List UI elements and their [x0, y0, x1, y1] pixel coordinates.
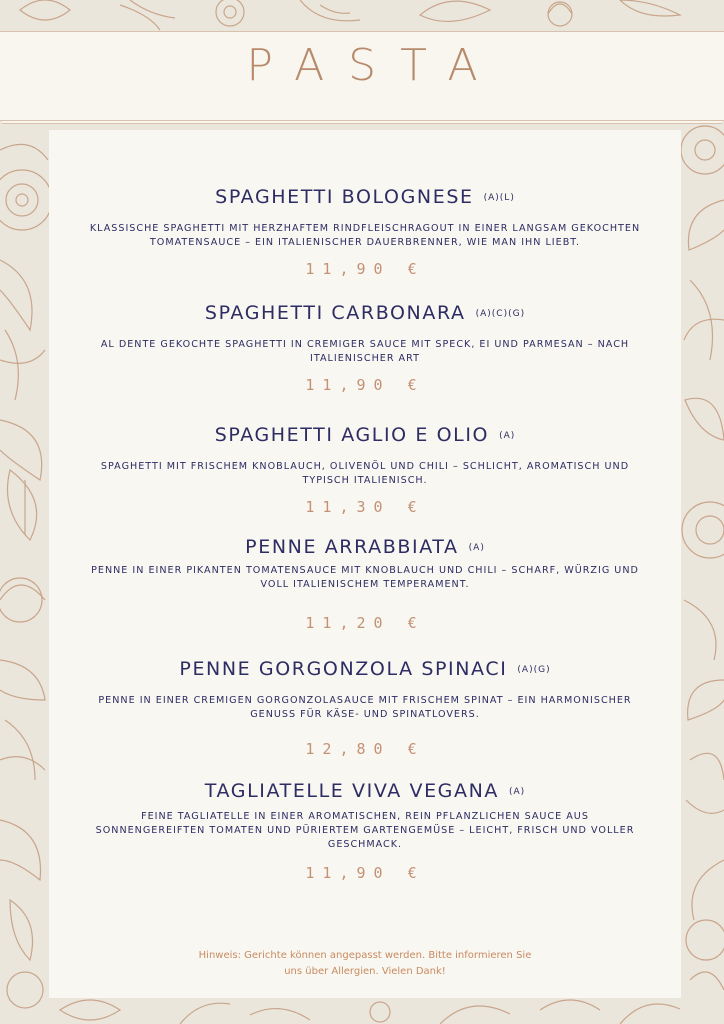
menu-item-price: 11,20 €: [305, 614, 425, 632]
menu-panel: [49, 130, 681, 998]
menu-item: [49, 536, 681, 632]
menu-item-allergens: (A): [499, 431, 516, 441]
menu-item-price: 12,80 €: [305, 740, 425, 758]
menu-item-allergens: (A): [468, 543, 485, 553]
menu-item-price: 11,90 €: [305, 260, 425, 278]
menu-item-allergens: (A): [509, 787, 526, 797]
allergy-note-line-1: Hinweis: Gerichte können angepasst werden. Bitte informieren Sie: [198, 950, 532, 961]
menu-item: [49, 302, 681, 394]
menu-item-allergens: (A)(G): [517, 665, 551, 675]
menu-item-description: PENNE IN EINER PIKANTEN TOMATENSAUCE MIT KNOBLAUCH UND CHILI – SCHARF, WÜRZIG UND VOLL ITALIENISCHEM TEMPERAMENT.: [91, 565, 639, 590]
menu-item-name: SPAGHETTI CARBONARA: [204, 302, 466, 324]
allergy-note-line-2: uns über Allergien. Vielen Dank!: [284, 966, 446, 977]
menu-item-price: 11,90 €: [305, 376, 425, 394]
menu-item-description: AL DENTE GEKOCHTE SPAGHETTI IN CREMIGER SAUCE MIT SPECK, EI UND PARMESAN – NACH ITALIENISCHER ART: [100, 339, 630, 364]
menu-item: [49, 658, 681, 758]
allergy-note: [49, 948, 681, 980]
menu-item: [49, 424, 681, 516]
menu-item-name: PENNE ARRABBIATA: [245, 536, 459, 558]
menu-item-price: 11,30 €: [305, 498, 425, 516]
menu-item-description: KLASSISCHE SPAGHETTI MIT HERZHAFTEM RINDFLEISCHRAGOUT IN EINER LANGSAM GEKOCHTEN TOMATENSAUCE – EIN ITALIENISCHER DAUERBRENNER, WIE MAN IHN LIEBT.: [89, 223, 641, 248]
menu-item: [49, 780, 681, 882]
page-title: PASTA: [246, 40, 502, 91]
menu-item-description: PENNE IN EINER CREMIGEN GORGONZOLASAUCE MIT FRISCHEM SPINAT – EIN HARMONISCHER GENUSS FÜR KÄSE- UND SPINATLOVERS.: [98, 695, 632, 720]
menu-item-description: FEINE TAGLIATELLE IN EINER AROMATISCHEN, REIN PFLANZLICHEN SAUCE AUS SONNENGEREIFTEN TOMATEN UND PÜRIERTEM GARTENGEMÜSE – LEICHT, FRISCH UND VOLLER GESCHMACK.: [95, 811, 635, 850]
menu-item-name: SPAGHETTI AGLIO E OLIO: [214, 424, 490, 446]
menu-item-name: TAGLIATELLE VIVA VEGANA: [204, 780, 500, 802]
menu-item-name: SPAGHETTI BOLOGNESE: [215, 186, 474, 208]
menu-item-allergens: (A)(L): [483, 193, 515, 203]
menu-item: [49, 186, 681, 278]
menu-item-description: SPAGHETTI MIT FRISCHEM KNOBLAUCH, OLIVENÖL UND CHILI – SCHLICHT, AROMATISCH UND TYPISCH ITALIENISCH.: [100, 461, 630, 486]
menu-item-price: 11,90 €: [305, 864, 425, 882]
menu-item-name: PENNE GORGONZOLA SPINACI: [179, 658, 508, 680]
menu-item-allergens: (A)(C)(G): [475, 309, 526, 319]
